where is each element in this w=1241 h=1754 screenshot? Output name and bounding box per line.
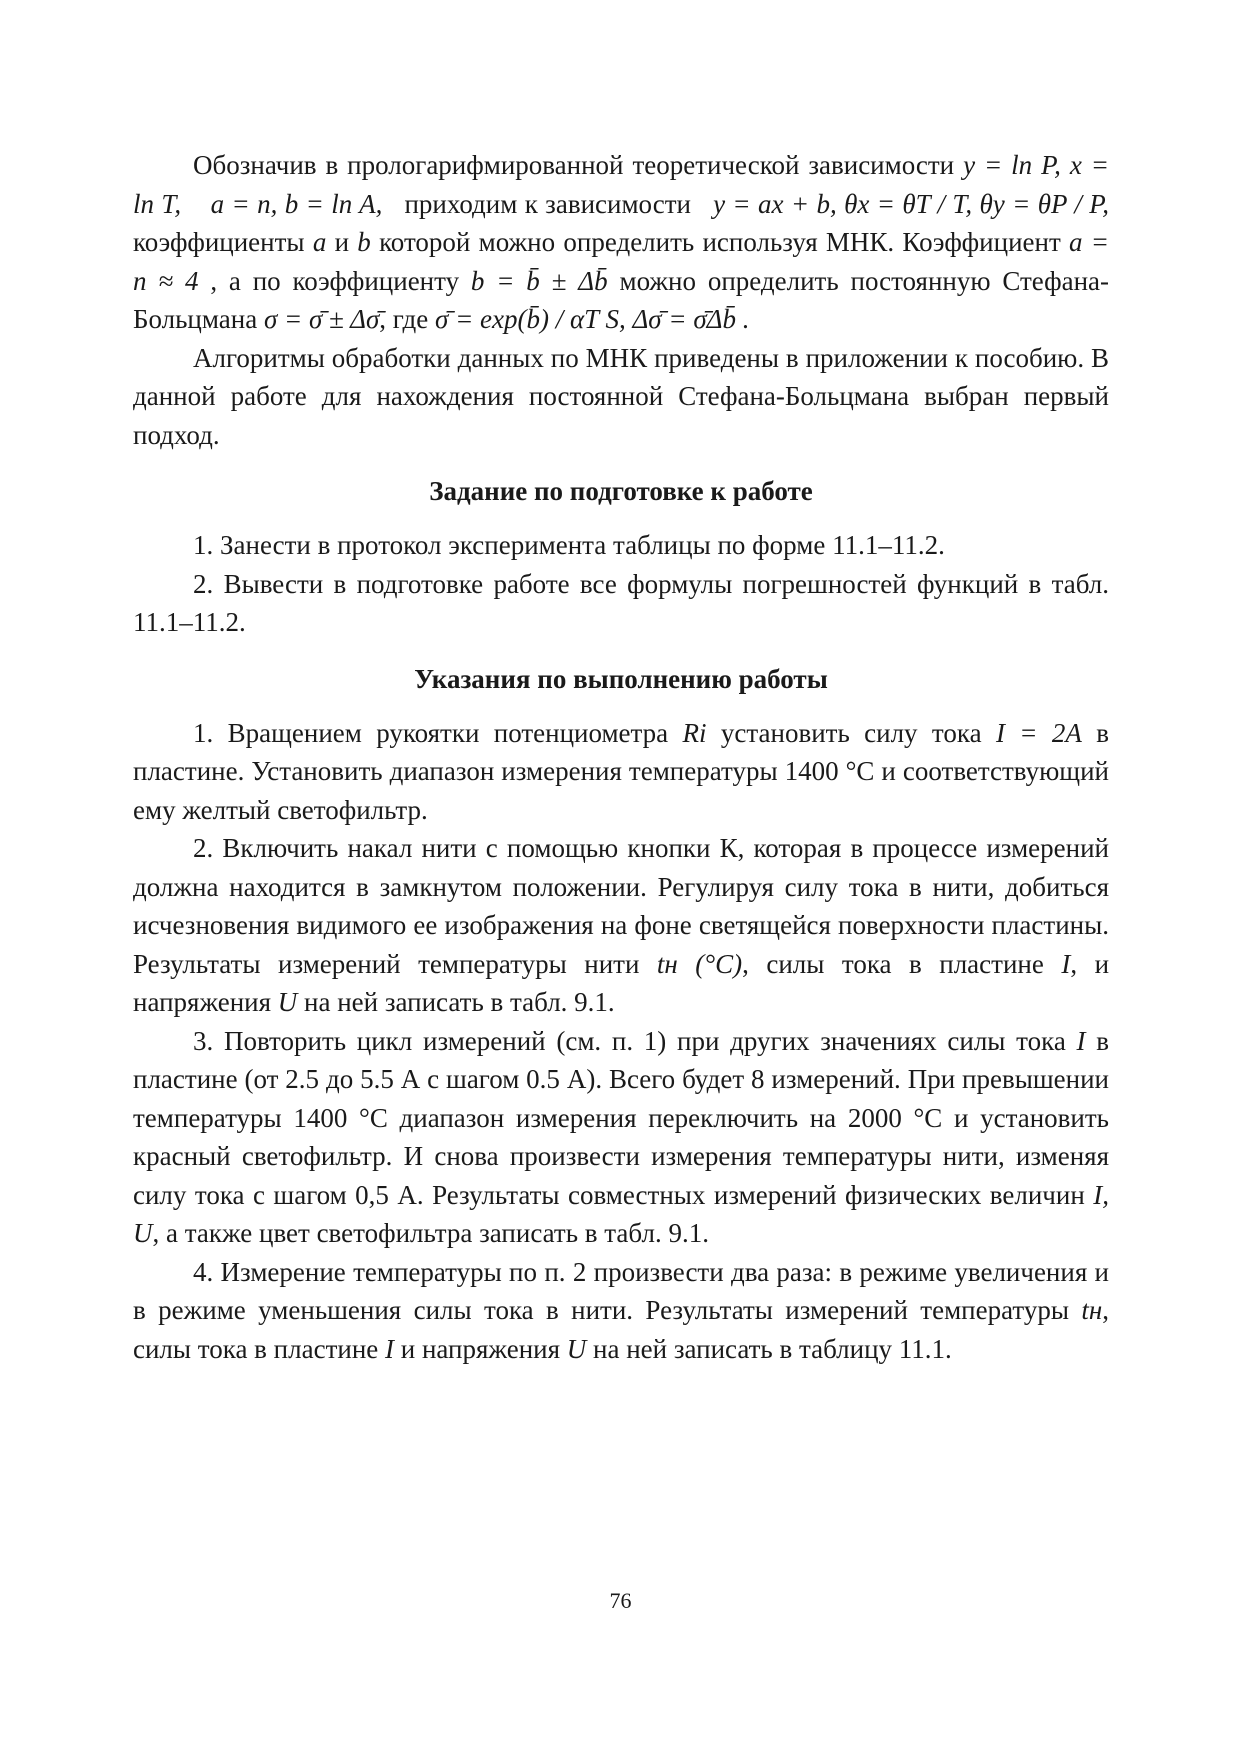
text-run: , а по коэффициенту [210, 265, 460, 296]
text-run: , где [379, 304, 429, 334]
text-run: приходим к зависимости [404, 188, 691, 219]
text-run: и напряжения [400, 1333, 561, 1364]
text-run: которой можно определить используя МНК. Коэффициент [379, 227, 1061, 257]
formula-y-lnp: y = ln P, x = ln T, [133, 150, 1110, 219]
text-run: Обозначив в прологарифмированной теоретической зависимости [193, 150, 955, 180]
intro-paragraph-2: Алгоритмы обработки данных по МНК приведены в приложении к пособию. В данной работе для нахождения постоянной Стефана-Больцмана выбран первый подход. [133, 342, 1109, 450]
symbol-i-u: I, U [133, 1179, 1109, 1248]
symbol-i: I [1076, 1025, 1086, 1056]
symbol-tn: tн [1081, 1295, 1103, 1325]
formula-delta-sigma: Δσ̄ = σ̄Δb̄ . [632, 304, 750, 334]
text-run: можно определить постоянную Стефана-Больцмана [133, 265, 1110, 334]
formula-linear: y = ax + b, [713, 188, 837, 219]
text-run: , силы тока в пластине [742, 948, 1044, 979]
text-run: , а также цвет светофильтра записать в табл. 9.1. [152, 1218, 709, 1248]
symbol-a: a [312, 227, 327, 257]
text-run: в пластине (от 2.5 до 5.5 А с шагом 0.5 А). Всего будет 8 измерений. При превышении температуры 1400 °С диапазон измерения переключить на 2000 °С и установить красный светофильтр. И снова произвести измерения температуры нити, изменяя силу тока с шагом 0,5 А. Результаты совместных измерений физических величин [133, 1025, 1110, 1210]
spacer [133, 510, 1109, 526]
text-run: в пластине. Установить диапазон измерения температуры 1400 °С и соответствующий ему желтый светофильтр. [133, 717, 1110, 825]
text-run: 2. Включить накал нити с помощью кнопки К, которая в процессе измерений должна находится в замкнутом положении. Регулируя силу тока в нити, добиться исчезновения видимого ее изображения на фоне светящейся поверхности пластины. Результаты измерений температуры нити [133, 833, 1109, 979]
formula-sigma-mean: σ̄ = exp(b̄) / αT S, [435, 304, 626, 334]
symbol-i: I [385, 1333, 395, 1364]
text-run: на ней записать в табл. 9.1. [304, 987, 615, 1017]
formula-sigma: σ = σ̄ ± Δσ̄ [263, 304, 380, 334]
formula-current: I = 2A [995, 717, 1082, 748]
text-run: на ней записать в таблицу 11.1. [593, 1333, 952, 1364]
spacer [133, 454, 1109, 472]
symbol-u: U [277, 987, 298, 1017]
instruction-item-1 [133, 714, 1109, 830]
text-run: , и напряжения [133, 948, 1110, 1017]
symbol-ri: Ri [682, 717, 707, 748]
text-run: коэффициенты [133, 227, 305, 257]
prep-item-2: 2. Вывести в подготовке работе все формулы погрешностей функций в табл. 11.1–11.2. [133, 568, 1109, 637]
intro-paragraph-1: Обозначив в прологарифмированной теоретической зависимости y = ln P, x = ln T, a = n, b = ln A, приходим к зависимости y = ax + b, θx = θT / T, θy = θP / P, коэффициенты a и b которой можно определить используя МНК. Коэффициент a = n ≈ 4 , а по коэффициенту b = b̄ ± Δb̄ можно определить постоянную Стефана-Больцмана σ = σ̄ ± Δσ̄, где σ̄ = exp(b̄) / αT S, Δσ̄ = σ̄Δb̄ . [133, 150, 1110, 334]
page-number: 76 [609, 1588, 632, 1613]
instruction-item-2 [133, 829, 1109, 1022]
text-run: 4. Измерение температуры по п. 2 произвести два раза: в режиме увеличения и в режиме уменьшения силы тока в нити. Результаты измерений температуры [133, 1256, 1109, 1325]
page-content [133, 146, 1109, 1368]
symbol-i: I [1061, 948, 1071, 979]
instruction-item-4 [133, 1253, 1109, 1369]
formula-theta: θx = θT / T, θy = θP / P, [844, 188, 1109, 219]
formula-a-approx: a = n ≈ 4 [133, 227, 1109, 296]
text-run: 3. Повторить цикл измерений (см. п. 1) при других значениях силы тока [193, 1025, 1066, 1056]
text-run: 1. Вращением рукоятки потенциометра [193, 717, 669, 748]
prep-item-1: 1. Занести в протокол эксперимента таблицы по форме 11.1–11.2. [193, 530, 945, 560]
instruction-item-3 [133, 1022, 1109, 1253]
symbol-u: U [566, 1333, 587, 1364]
spacer [133, 698, 1109, 714]
text-run: , силы тока в пластине [133, 1295, 1109, 1364]
section-heading-preparation: Задание по подготовке к работе [429, 476, 813, 506]
text-run: установить силу тока [720, 717, 982, 748]
symbol-b: b [357, 227, 371, 257]
spacer [133, 642, 1109, 660]
formula-a-n: a = n, b = ln A, [210, 188, 383, 219]
section-heading-instructions: Указания по выполнению работы [414, 663, 828, 694]
symbol-tn-celsius: tн (°С) [656, 948, 743, 979]
formula-b-err: b = b̄ ± Δb̄ [470, 265, 608, 296]
